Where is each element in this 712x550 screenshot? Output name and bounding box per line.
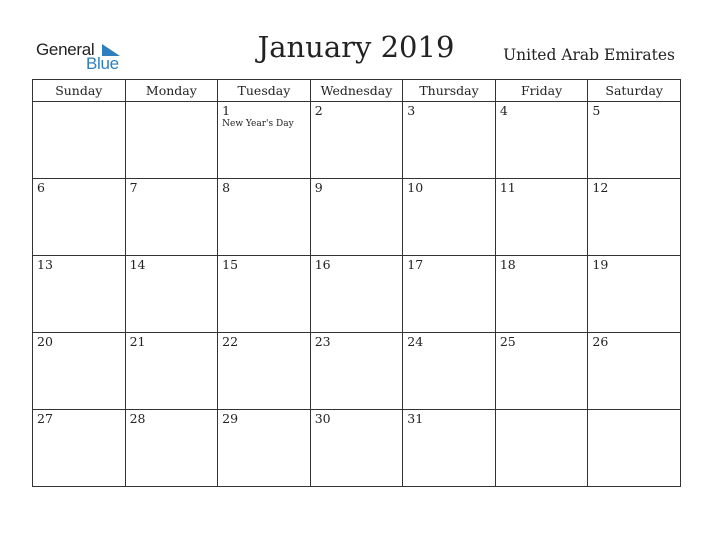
day-cell — [33, 179, 126, 256]
day-cell — [218, 256, 311, 333]
week-row — [33, 410, 681, 487]
week-row — [33, 179, 681, 256]
day-number — [588, 410, 680, 412]
day-cell — [588, 179, 681, 256]
day-cell — [403, 256, 496, 333]
week-row — [33, 256, 681, 333]
day-number: 22 — [222, 334, 239, 349]
day-number: 14 — [129, 257, 146, 272]
day-number: 28 — [129, 411, 146, 426]
day-number: 20 — [37, 334, 53, 349]
day-cell — [588, 102, 681, 179]
day-cell — [125, 179, 218, 256]
day-number — [126, 102, 218, 104]
day-cell — [495, 179, 588, 256]
day-number: 30 — [314, 411, 331, 426]
day-cell — [218, 333, 311, 410]
day-cell — [403, 333, 496, 410]
day-number: 4 — [499, 103, 508, 118]
weekday-header-friday: Friday — [495, 80, 588, 102]
day-number: 25 — [499, 334, 516, 349]
day-number — [496, 410, 588, 412]
day-number: 23 — [314, 334, 331, 349]
day-number: 12 — [592, 180, 609, 195]
calendar-body — [33, 102, 681, 487]
day-cell — [310, 333, 403, 410]
day-number: 18 — [499, 257, 516, 272]
calendar-grid — [32, 79, 681, 487]
day-number: 7 — [129, 180, 138, 195]
weekday-header-row — [33, 80, 681, 102]
day-cell — [310, 410, 403, 487]
day-cell — [403, 179, 496, 256]
day-number: 1 — [222, 103, 231, 118]
day-cell — [33, 410, 126, 487]
day-cell — [310, 102, 403, 179]
day-cell — [403, 410, 496, 487]
day-cell — [588, 256, 681, 333]
holiday-label: New Year's Day — [222, 119, 294, 129]
day-cell — [403, 102, 496, 179]
day-cell — [495, 333, 588, 410]
day-cell — [588, 410, 681, 487]
weekday-header-thursday: Thursday — [403, 80, 496, 102]
day-cell — [125, 333, 218, 410]
day-number: 9 — [314, 180, 323, 195]
day-number: 5 — [592, 103, 601, 118]
day-number: 17 — [407, 257, 424, 272]
weekday-header-wednesday: Wednesday — [310, 80, 403, 102]
day-number: 26 — [592, 334, 609, 349]
day-cell — [310, 179, 403, 256]
day-cell — [310, 256, 403, 333]
page-title: January 2019 — [257, 30, 455, 64]
day-number: 19 — [592, 257, 609, 272]
day-cell — [125, 256, 218, 333]
weekday-header-sunday: Sunday — [33, 80, 126, 102]
day-cell — [33, 102, 126, 179]
weekday-header-monday: Monday — [125, 80, 218, 102]
day-cell — [125, 102, 218, 179]
day-number: 15 — [222, 257, 239, 272]
weekday-header-tuesday: Tuesday — [218, 80, 311, 102]
day-number: 24 — [407, 334, 424, 349]
day-cell — [33, 256, 126, 333]
week-row — [33, 102, 681, 179]
day-cell — [125, 410, 218, 487]
day-cell — [588, 333, 681, 410]
day-number: 3 — [407, 103, 416, 118]
day-cell — [495, 102, 588, 179]
day-number: 21 — [129, 334, 146, 349]
day-cell — [218, 179, 311, 256]
day-number: 31 — [407, 411, 424, 426]
country-name: United Arab Emirates — [503, 46, 675, 64]
logo-general-text: General — [36, 40, 95, 59]
day-number: 8 — [222, 180, 231, 195]
day-cell — [33, 333, 126, 410]
week-row — [33, 333, 681, 410]
day-cell — [218, 102, 311, 179]
day-cell — [495, 410, 588, 487]
day-number: 10 — [407, 180, 424, 195]
day-number: 11 — [499, 180, 516, 195]
weekday-header-saturday: Saturday — [588, 80, 681, 102]
day-number — [33, 102, 125, 104]
day-cell — [218, 410, 311, 487]
day-number: 2 — [314, 103, 323, 118]
logo-blue-text: Blue — [86, 54, 119, 73]
day-number: 16 — [314, 257, 331, 272]
day-number: 27 — [37, 411, 53, 426]
day-number: 13 — [37, 257, 53, 272]
day-number: 6 — [37, 180, 45, 195]
day-number: 29 — [222, 411, 239, 426]
day-cell — [495, 256, 588, 333]
